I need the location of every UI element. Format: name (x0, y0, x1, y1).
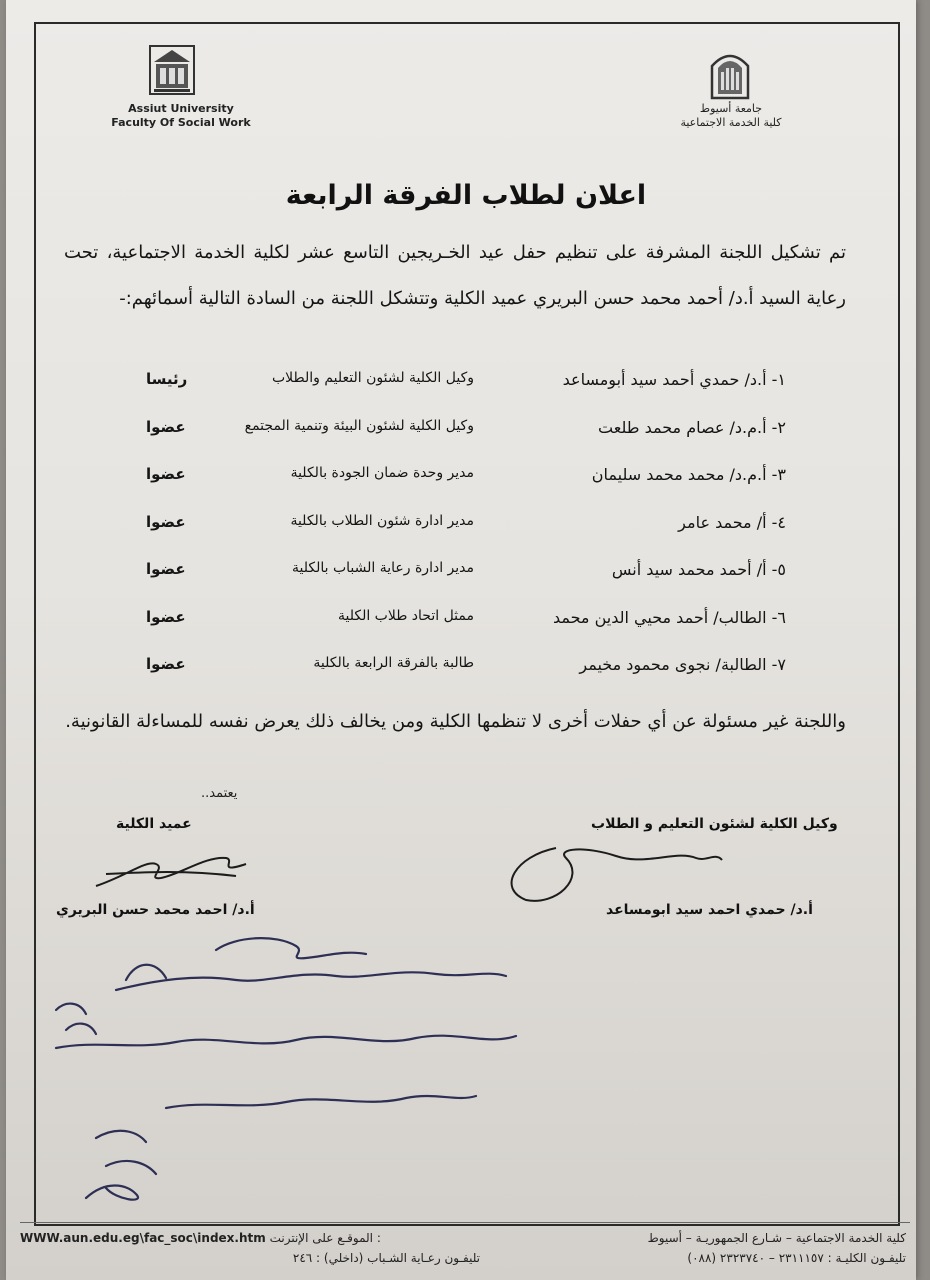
announcement-title: اعلان لطلاب الفرقة الرابعة (285, 180, 647, 211)
closing-paragraph: واللجنة غير مسئولة عن أي حفلات أخرى لا تنظمها الكلية ومن يخالف ذلك يعرض نفسه للمساءلة القانونية. (65, 711, 846, 732)
faculty-logo (146, 42, 198, 98)
footer-contact (20, 1228, 480, 1268)
website-label: الموقـع على الإنترنت : (269, 1231, 381, 1245)
member-row (6, 608, 930, 638)
member-role: مدير ادارة شئون الطلاب بالكلية (290, 512, 474, 529)
member-name: ٢- أ.م.د/ عصام محمد طلعت (598, 417, 786, 437)
university-name-en: Assiut University Faculty Of Social Work (111, 102, 251, 129)
member-name: ١- أ.د/ حمدي أحمد سيد أبومساعد (562, 370, 786, 389)
university-logo (706, 44, 754, 100)
member-position: عضوا (146, 655, 186, 673)
member-name: ٥- أ/ أحمد محمد سيد أنس (611, 560, 786, 579)
approval-label: يعتمد.. (201, 786, 238, 801)
youth-care-phone: تليفـون رعـاية الشـباب (داخلي) : ٢٤٦ (292, 1251, 480, 1265)
website-link[interactable]: WWW.aun.edu.eg\fac_soc\index.htm (20, 1231, 266, 1245)
member-row (6, 560, 930, 590)
member-position: رئيسا (146, 370, 188, 388)
footer-address: كلية الخدمة الاجتماعية – شـارع الجمهوريـة – أسيوط تليفـون الكليـة : ٢٣١١١٥٧ – ٢٣٢٣٧٤٠ (٠٨٨) (647, 1231, 906, 1265)
vice-dean-name: أ.د/ حمدي احمد سيد ابومساعد (606, 902, 813, 918)
member-role: ممثل اتحاد طلاب الكلية (337, 607, 474, 624)
member-role: مدير وحدة ضمان الجودة بالكلية (290, 465, 474, 481)
member-row (6, 513, 930, 543)
member-name: ٣- أ.م.د/ محمد محمد سليمان (591, 465, 786, 484)
university-name-ar: جامعة أسيوط كلية الخدمة الاجتماعية (680, 102, 782, 129)
member-role: طالبة بالفرقة الرابعة بالكلية (313, 655, 474, 671)
intro-paragraph: تم تشكيل اللجنة المشرفة على تنظيم حفل عيد الخـريجين التاسع عشر لكلية الخدمة الاجتماعية، تحت رعاية السيد أ.د/ أحمد محمد حسن البريري عميد الكلية وتتشكل اللجنة من السادة التالية أسمائهم:- (64, 242, 846, 309)
vice-dean-title: وكيل الكلية لشئون التعليم و الطلاب (591, 816, 838, 832)
member-position: عضوا (146, 465, 186, 483)
document-page (6, 0, 916, 1280)
handwritten-note (36, 930, 656, 1210)
member-position: عضوا (146, 560, 186, 578)
member-role: وكيل الكلية لشئون التعليم والطلاب (271, 370, 474, 386)
member-name: ٧- الطالبة/ نجوى محمود مخيمر (579, 655, 786, 674)
member-role: مدير ادارة رعاية الشباب بالكلية (292, 560, 474, 576)
footer-divider (20, 1222, 910, 1223)
member-position: عضوا (146, 417, 186, 436)
dean-signature (86, 846, 256, 896)
dean-title: عميد الكلية (116, 816, 192, 832)
member-role: وكيل الكلية لشئون البيئة وتنمية المجتمع (244, 417, 474, 434)
member-position: عضوا (146, 607, 186, 626)
member-row (6, 370, 930, 400)
dean-name: أ.د/ احمد محمد حسن البريري (56, 902, 255, 918)
member-position: عضوا (146, 512, 186, 531)
member-name: ٤- أ/ محمد عامر (678, 512, 786, 532)
member-row (6, 465, 930, 495)
member-row (6, 655, 930, 685)
vice-dean-signature (496, 838, 726, 908)
member-name: ٦- الطالب/ أحمد محيي الدين محمد (552, 607, 786, 627)
member-row (6, 418, 930, 448)
